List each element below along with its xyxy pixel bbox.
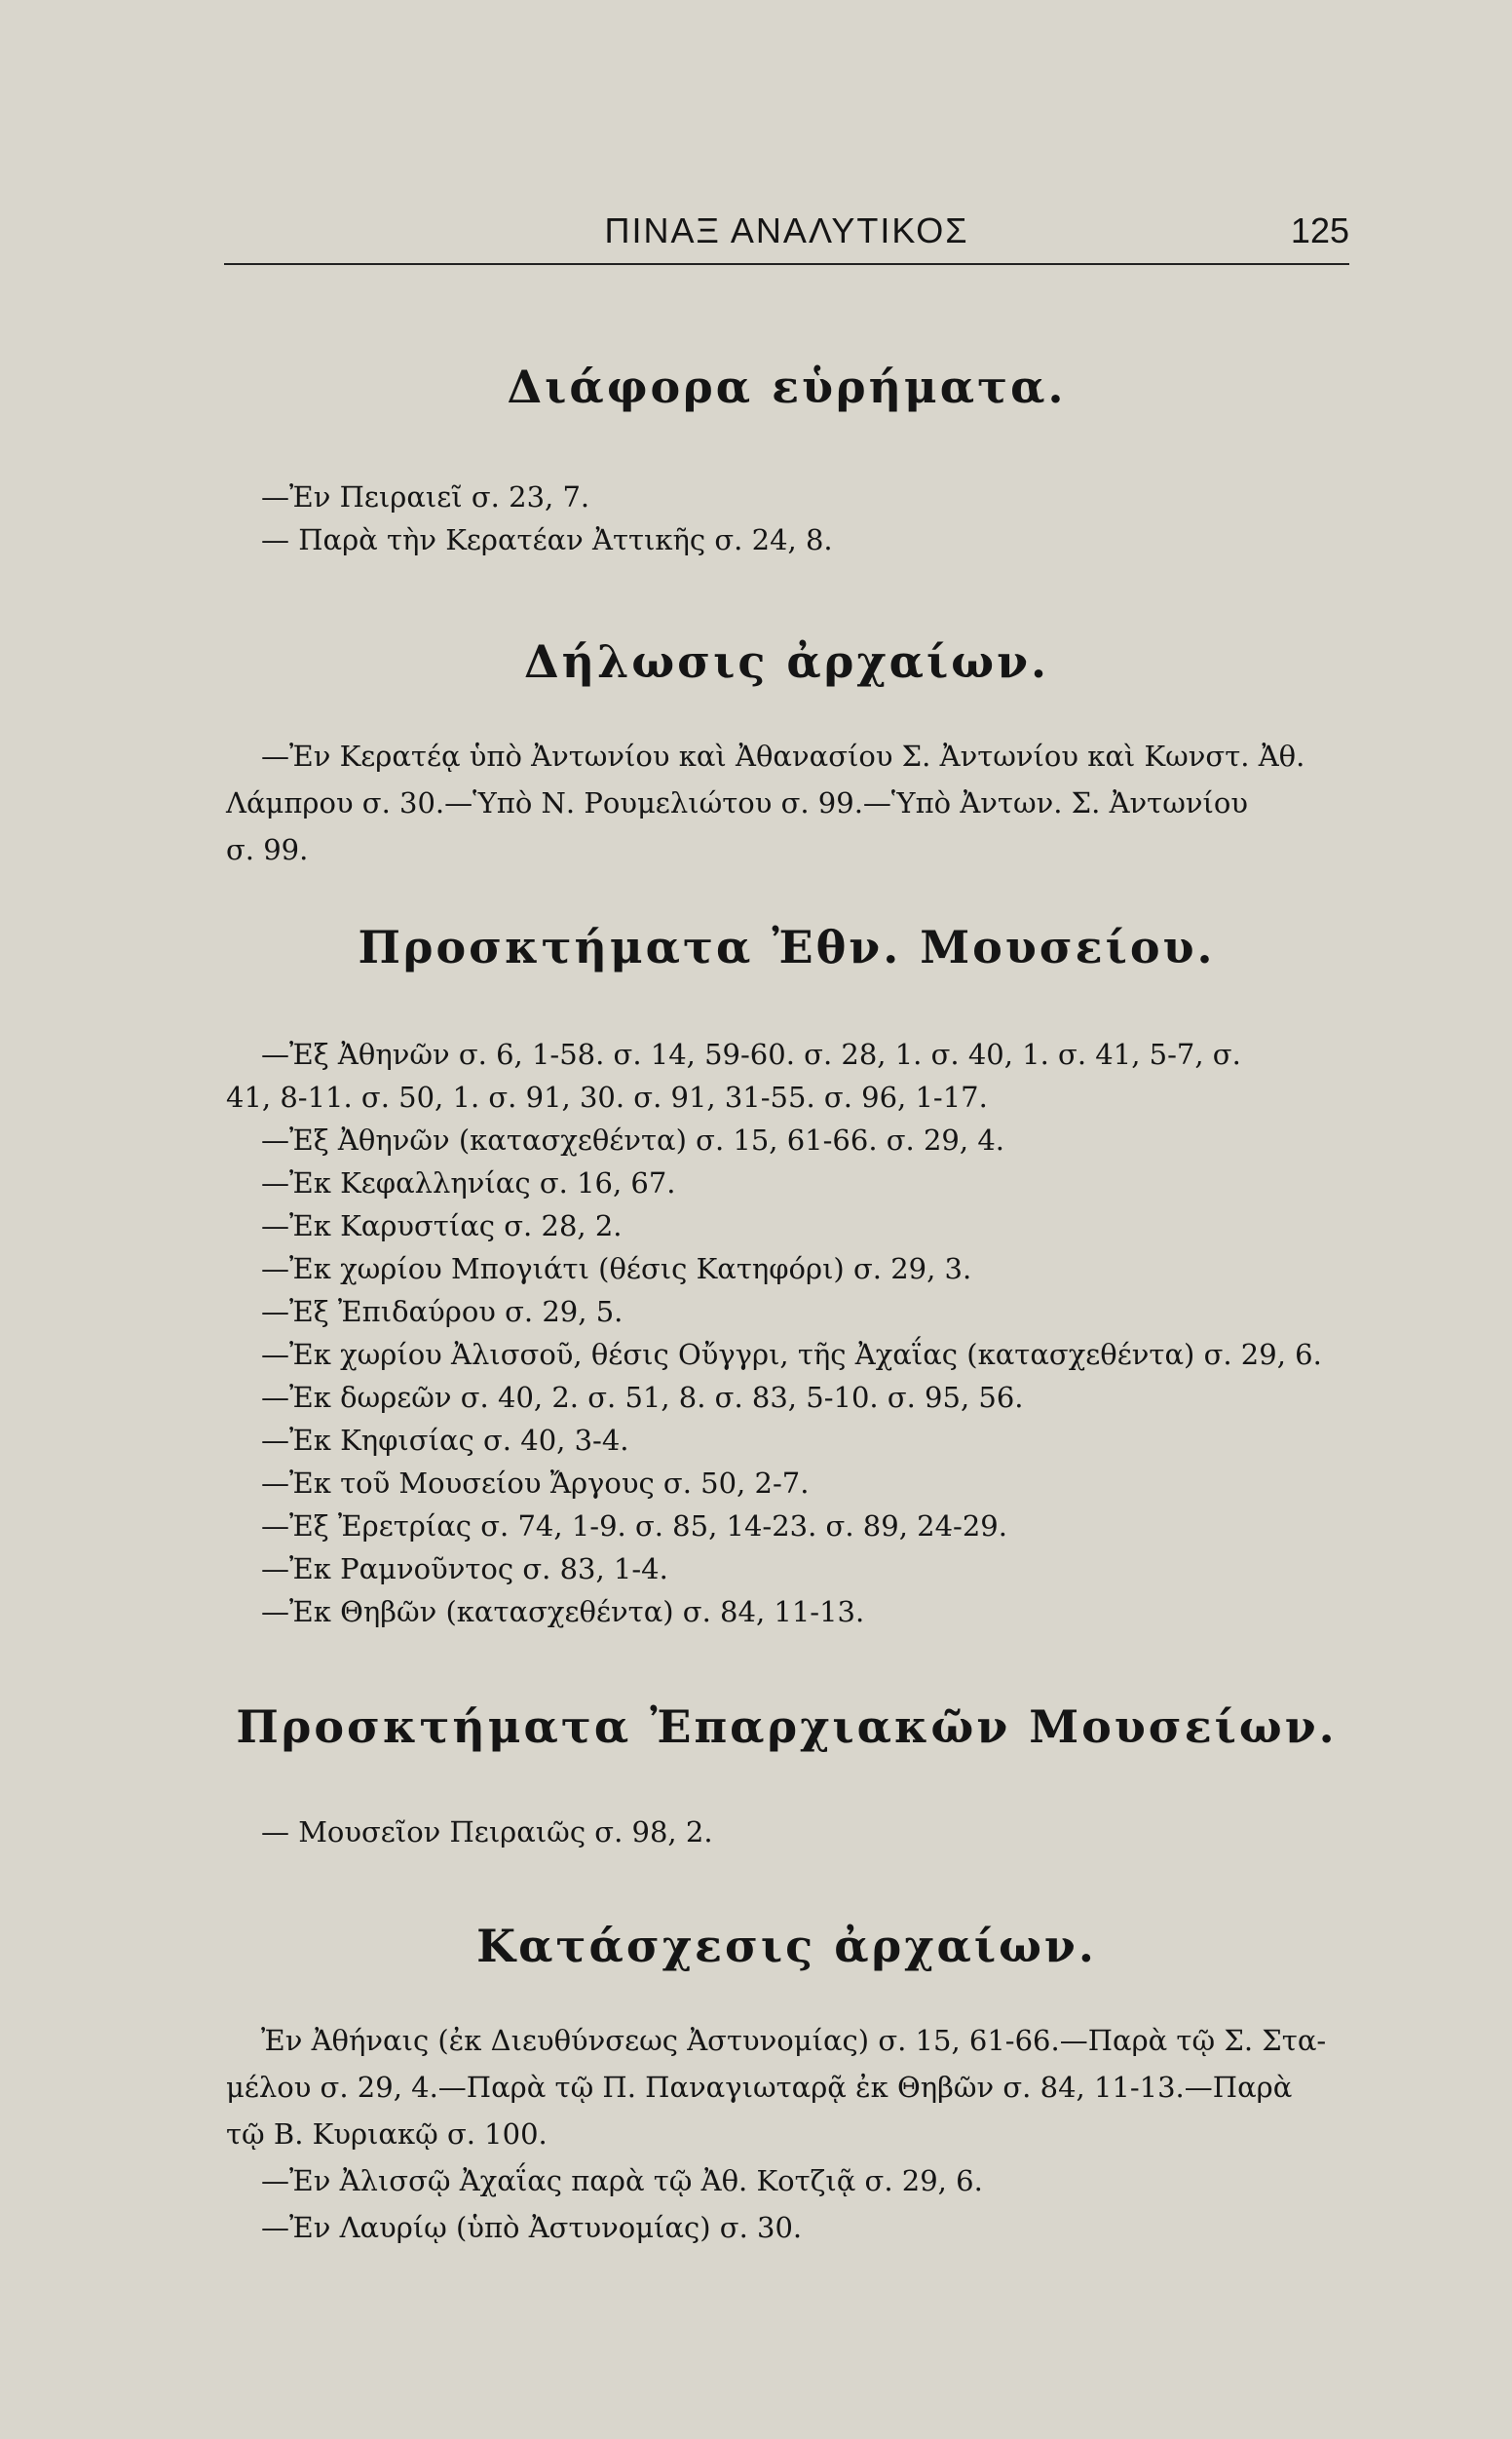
heading-prosktimata-eparchiakon-mouseion: Προσκτήματα Ἐπαρχιακῶν Μουσείων. bbox=[236, 1700, 1338, 1753]
entry-line: —Ἐξ Ἀθηνῶν (κατασχεθέντα) σ. 15, 61-66. σ. 29, 4. bbox=[261, 1124, 1004, 1157]
heading-kataschesis-archaion: Κατάσχεσις ἀρχαίων. bbox=[476, 1920, 1097, 1972]
entry-line: —Ἐν Λαυρίῳ (ὑπὸ Ἀστυνομίας) σ. 30. bbox=[261, 2211, 803, 2244]
entry-line: —Ἐν Κερατέᾳ ὑπὸ Ἀντωνίου καὶ Ἀθανασίου Σ. Ἀντωνίου καὶ Κωνστ. Ἀθ. bbox=[261, 740, 1305, 773]
heading-dilosis-archaion: Δήλωσις ἀρχαίων. bbox=[523, 635, 1050, 688]
running-title: ΠΙΝΑΞ ΑΝΑΛΥΤΙΚΟΣ bbox=[604, 210, 969, 250]
entry-line: σ. 99. bbox=[226, 833, 309, 866]
page-header bbox=[224, 203, 1349, 261]
entry-line: —Ἐκ Κηφισίας σ. 40, 3-4. bbox=[261, 1424, 629, 1457]
entry-line: —Ἐκ δωρεῶν σ. 40, 2. σ. 51, 8. σ. 83, 5-10. σ. 95, 56. bbox=[261, 1381, 1024, 1414]
entry-line: μέλου σ. 29, 4.—Παρὰ τῷ Π. Παναγιωταρᾷ ἐκ Θηβῶν σ. 84, 11-13.—Παρὰ bbox=[226, 2071, 1293, 2104]
entry-line: —Ἐξ Ἀθηνῶν σ. 6, 1-58. σ. 14, 59-60. σ. 28, 1. σ. 40, 1. σ. 41, 5-7, σ. bbox=[261, 1038, 1241, 1071]
entry-line: —Ἐν Ἀλισσῷ Ἀχαΐας παρὰ τῷ Ἀθ. Κοτζιᾷ σ. 29, 6. bbox=[261, 2164, 983, 2197]
entry-line: —Ἐν Πειραιεῖ σ. 23, 7. bbox=[261, 480, 590, 514]
entry-line: —Ἐξ Ἐρετρίας σ. 74, 1-9. σ. 85, 14-23. σ. 89, 24-29. bbox=[261, 1509, 1007, 1543]
entry-line: —Ἐξ Ἐπιδαύρου σ. 29, 5. bbox=[261, 1295, 624, 1328]
entry-line: τῷ Β. Κυριακῷ σ. 100. bbox=[226, 2117, 548, 2151]
entry-line: Ἐν Ἀθήναις (ἐκ Διευθύνσεως Ἀστυνομίας) σ. 15, 61-66.—Παρὰ τῷ Σ. Στα- bbox=[261, 2024, 1327, 2057]
heading-diafora-eurimata: Διάφορα εὑρήματα. bbox=[507, 361, 1067, 413]
entry-line: Λάμπρου σ. 30.—Ὑπὸ Ν. Ρουμελιώτου σ. 99.—Ὑπὸ Ἀντων. Σ. Ἀντωνίου bbox=[226, 786, 1248, 819]
entry-line: —Ἐκ Θηβῶν (κατασχεθέντα) σ. 84, 11-13. bbox=[261, 1595, 865, 1628]
entry-line: —Ἐκ Ραμνοῦντος σ. 83, 1-4. bbox=[261, 1552, 668, 1585]
entry-line: —Ἐκ Κεφαλληνίας σ. 16, 67. bbox=[261, 1166, 676, 1200]
entry-line: —Ἐκ Καρυστίας σ. 28, 2. bbox=[261, 1209, 623, 1242]
heading-prosktimata-ethn-mouseiou: Προσκτήματα Ἐθν. Μουσείου. bbox=[358, 921, 1216, 973]
entry-line: — Παρὰ τὴν Κερατέαν Ἀττικῆς σ. 24, 8. bbox=[261, 523, 833, 556]
entry-line: — Μουσεῖον Πειραιῶς σ. 98, 2. bbox=[261, 1815, 713, 1848]
page-number: 125 bbox=[1290, 210, 1349, 250]
entry-line: —Ἐκ τοῦ Μουσείου Ἄργους σ. 50, 2-7. bbox=[261, 1467, 810, 1500]
entry-line: —Ἐκ χωρίου Μπογιάτι (θέσις Κατηφόρι) σ. 29, 3. bbox=[261, 1252, 972, 1285]
entry-line: —Ἐκ χωρίου Ἀλισσοῦ, θέσις Οὔγγρι, τῆς Ἀχαΐας (κατασχεθέντα) σ. 29, 6. bbox=[261, 1338, 1322, 1371]
header-rule bbox=[224, 263, 1349, 265]
entry-line: 41, 8-11. σ. 50, 1. σ. 91, 30. σ. 91, 31-55. σ. 96, 1-17. bbox=[226, 1081, 988, 1114]
